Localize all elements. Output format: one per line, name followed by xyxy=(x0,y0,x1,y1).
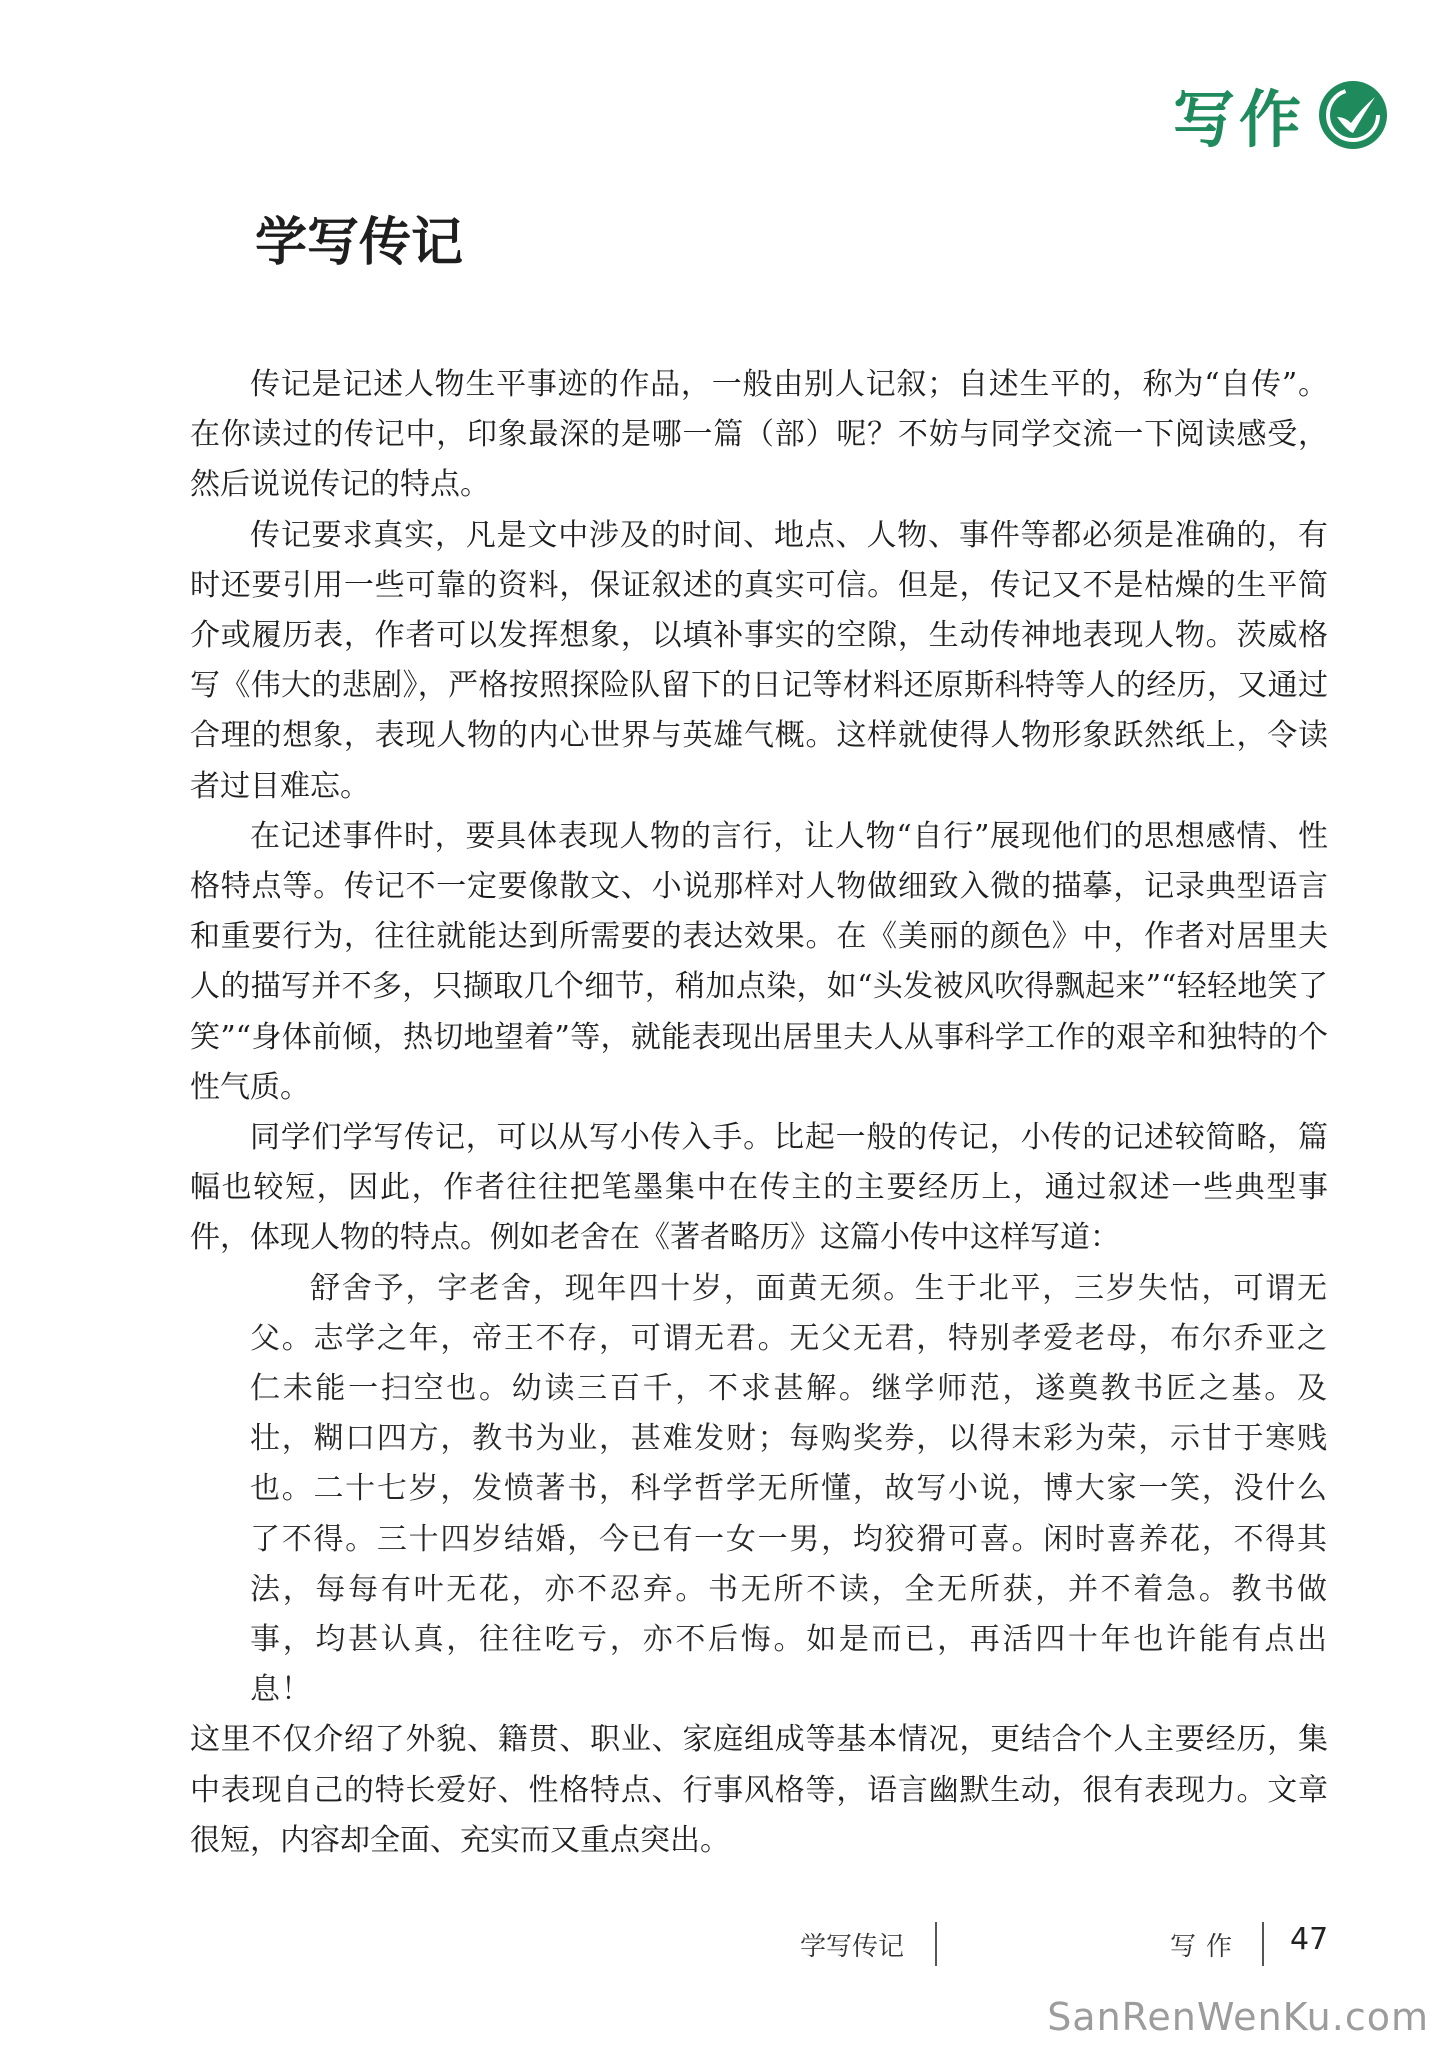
page-title: 学写传记 xyxy=(255,213,464,273)
quoted-biography: 舒舍予，字老舍，现年四十岁，面黄无须。生于北平，三岁失怙，可谓无父。志学之年，帝王不存，可谓无君。无父无君，特别孝爱老母，布尔乔亚之仁未能一扫空也。幼读三百千，不求甚解。继学师范，遂奠教书匠之基。及壮，糊口四方，教书为业，甚难发财；每购奖券，以得末彩为荣，示甘于寒贱也。二十七岁，发愤著书，科学哲学无所懂，故写小说，博大家一笑，没什么了不得。三十四岁结婚，今已有一女一男，均狡猾可喜。闲时喜养花，不得其法，每每有叶无花，亦不忍弃。书无所不读，全无所获，并不着急。教书做事，均甚认真，往往吃亏，亦不后悔。如是而已，再活四十年也许能有点出息！ xyxy=(250,1270,1328,1708)
article-body xyxy=(190,360,1328,1866)
footer-divider xyxy=(935,1922,937,1966)
footer-chapter-label: 写作 xyxy=(1170,1932,1243,1962)
writing-pen-icon xyxy=(1317,79,1389,151)
footer-section-title: 学写传记 xyxy=(800,1932,905,1962)
page-number: 47 xyxy=(1290,1922,1329,1957)
chapter-badge xyxy=(1173,70,1389,159)
chapter-label: 写作 xyxy=(1172,83,1305,156)
page-footer xyxy=(0,1922,1449,1972)
paragraph-4: 同学们学写传记，可以从写小传入手。比起一般的传记，小传的记述较简略，篇幅也较短，因此，作者往往把笔墨集中在传主的主要经历上，通过叙述一些典型事件，体现人物的特点。例如老舍在《著者略历》这篇小传中这样写道： xyxy=(190,1120,1328,1256)
paragraph-1: 传记是记述人物生平事迹的作品，一般由别人记叙；自述生平的，称为“自传”。在你读过的传记中，印象最深的是哪一篇（部）呢？不妨与同学交流一下阅读感受，然后说说传记的特点。 xyxy=(190,367,1328,503)
paragraph-2: 传记要求真实，凡是文中涉及的时间、地点、人物、事件等都必须是准确的，有时还要引用一些可靠的资料，保证叙述的真实可信。但是，传记又不是枯燥的生平简介或履历表，作者可以发挥想象，以填补事实的空隙，生动传神地表现人物。茨威格写《伟大的悲剧》，严格按照探险队留下的日记等材料还原斯科特等人的经历，又通过合理的想象，表现人物的内心世界与英雄气概。这样就使得人物形象跃然纸上，令读者过目难忘。 xyxy=(190,517,1328,804)
closing-paragraph: 这里不仅介绍了外貌、籍贯、职业、家庭组成等基本情况，更结合个人主要经历，集中表现自己的特长爱好、性格特点、行事风格等，语言幽默生动，很有表现力。文章很短，内容却全面、充实而又重点突出。 xyxy=(190,1722,1328,1858)
paragraph-3: 在记述事件时，要具体表现人物的言行，让人物“自行”展现他们的思想感情、性格特点等。传记不一定要像散文、小说那样对人物做细致入微的描摹，记录典型语言和重要行为，往往就能达到所需要的表达效果。在《美丽的颜色》中，作者对居里夫人的描写并不多，只撷取几个细节，稍加点染，如“头发被风吹得飘起来”“轻轻地笑了笑”“身体前倾，热切地望着”等，就能表现出居里夫人从事科学工作的艰辛和独特的个性气质。 xyxy=(190,818,1328,1105)
footer-divider xyxy=(1262,1922,1264,1966)
watermark: SanRenWenKu.com xyxy=(1047,1995,1429,2039)
